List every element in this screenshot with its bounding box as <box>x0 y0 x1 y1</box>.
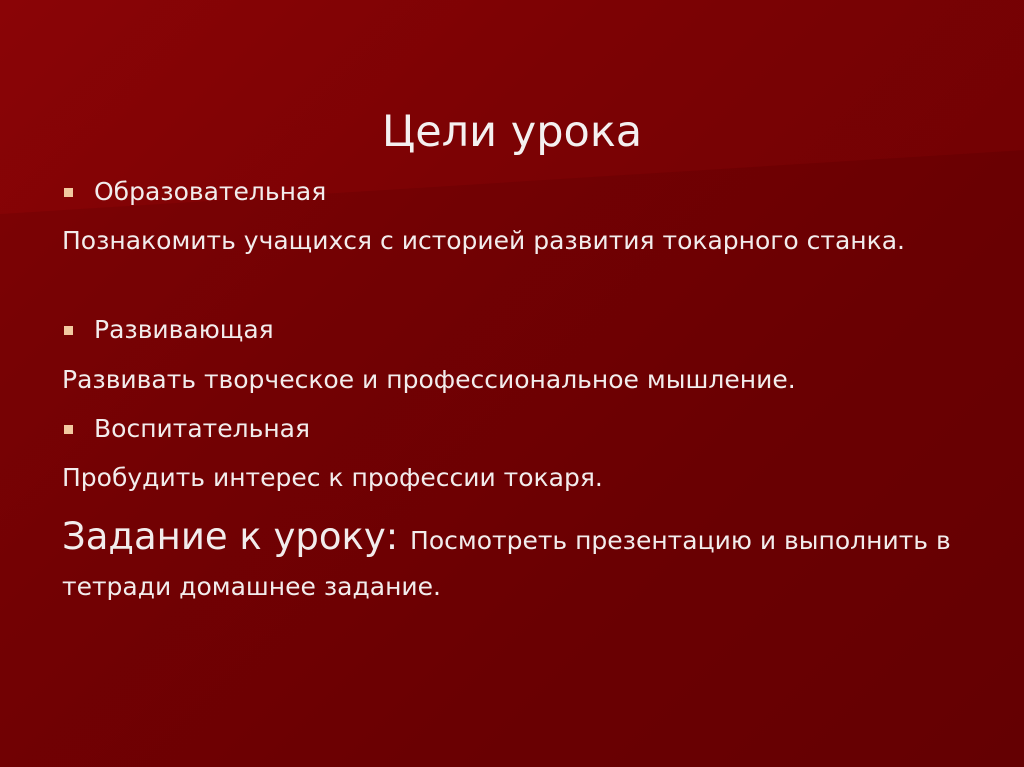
goal-developing-bullet <box>64 312 274 348</box>
goal-upbringing-text: Пробудить интерес к профессии токаря. <box>62 463 603 492</box>
goal-educational-bullet <box>64 174 326 210</box>
square-bullet-icon <box>64 425 73 434</box>
goal-upbringing-bullet <box>64 411 310 447</box>
square-bullet-icon <box>64 188 73 197</box>
lesson-task-text: Посмотреть презентацию и выполнить в тетради домашнее задание. <box>62 526 951 601</box>
slide-title: Цели урока <box>381 107 643 157</box>
goal-educational-label: Образовательная <box>94 177 327 206</box>
goal-developing-label: Развивающая <box>94 315 274 344</box>
lesson-task-heading: Задание к уроку: <box>62 515 411 558</box>
lesson-task <box>62 514 962 610</box>
goal-upbringing-label: Воспитательная <box>94 414 311 443</box>
goal-educational-text: Познакомить учащихся с историей развития токарного станка. <box>62 226 906 255</box>
square-bullet-icon <box>64 326 73 335</box>
goal-developing-text: Развивать творческое и профессиональное мышление. <box>62 365 796 394</box>
